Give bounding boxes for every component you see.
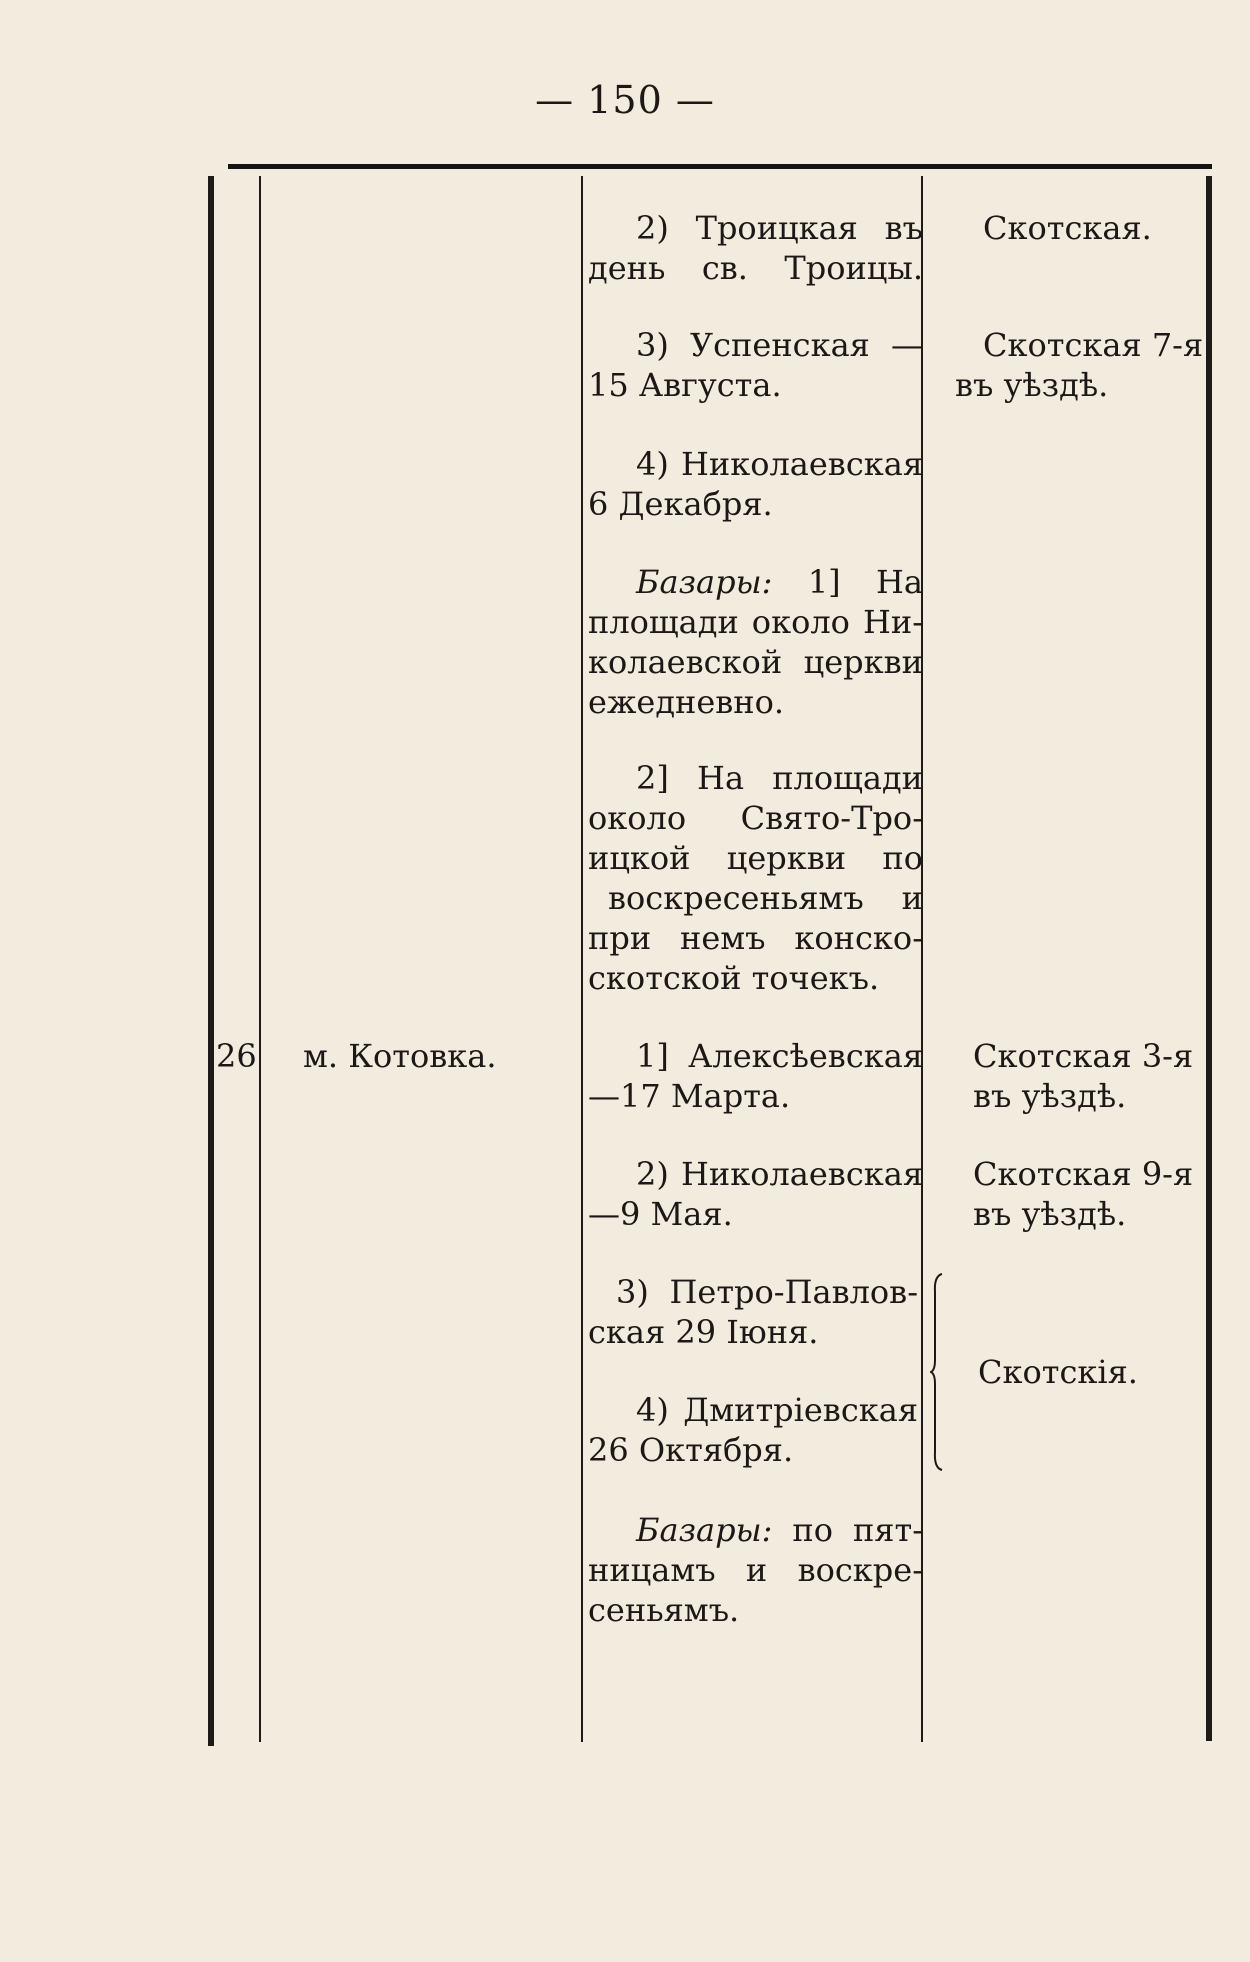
- fair-category: Скотская 9-я въ уѣздѣ.: [973, 1155, 1194, 1233]
- table-top-rule: [228, 164, 1212, 169]
- group-category: Скотскія.: [978, 1353, 1138, 1391]
- column-divider-place: [581, 176, 583, 1742]
- fair-category: Скотская.: [983, 209, 1152, 247]
- bazaar-entry: Базары: по пят- ницамъ и воскре- сеньямъ.: [588, 1511, 924, 1629]
- place-name: м. Котовка.: [303, 1037, 497, 1075]
- fair-category: Скотская 7-я въ уѣздѣ.: [955, 326, 1204, 404]
- fair-entry: 2) Троицкая въ день св. Троицы.: [588, 209, 923, 287]
- page-number: — 150 —: [535, 78, 715, 122]
- bazaar-entry: 2] На площади около Свято-Тро- ицкой церкви по воскресеньямъ и при немъ конско- скотской точекъ.: [588, 759, 923, 997]
- fair-entry: 2) Николаевская —9 Мая.: [588, 1155, 923, 1233]
- grouping-brace: [930, 1272, 944, 1472]
- fair-entry: 3) Петро-Павлов- ская 29 Іюня.: [588, 1273, 918, 1351]
- table-left-border: [208, 176, 214, 1746]
- bazaar-entry: Базары: 1] На площади около Ни- колаевской церкви ежедневно.: [588, 563, 923, 721]
- fair-entry: 4) Николаевская 6 Декабря.: [588, 445, 923, 523]
- fair-entry: 1] Алексѣевская —17 Марта.: [588, 1037, 923, 1115]
- fair-entry: 3) Успенская — 15 Августа.: [588, 326, 923, 404]
- column-divider-number: [259, 176, 261, 1742]
- fair-entry: 4) Дмитріевская 26 Октября.: [588, 1391, 918, 1469]
- table-right-border: [1206, 176, 1212, 1741]
- fair-category: Скотская 3-я въ уѣздѣ.: [973, 1037, 1194, 1115]
- row-number: 26: [216, 1037, 257, 1075]
